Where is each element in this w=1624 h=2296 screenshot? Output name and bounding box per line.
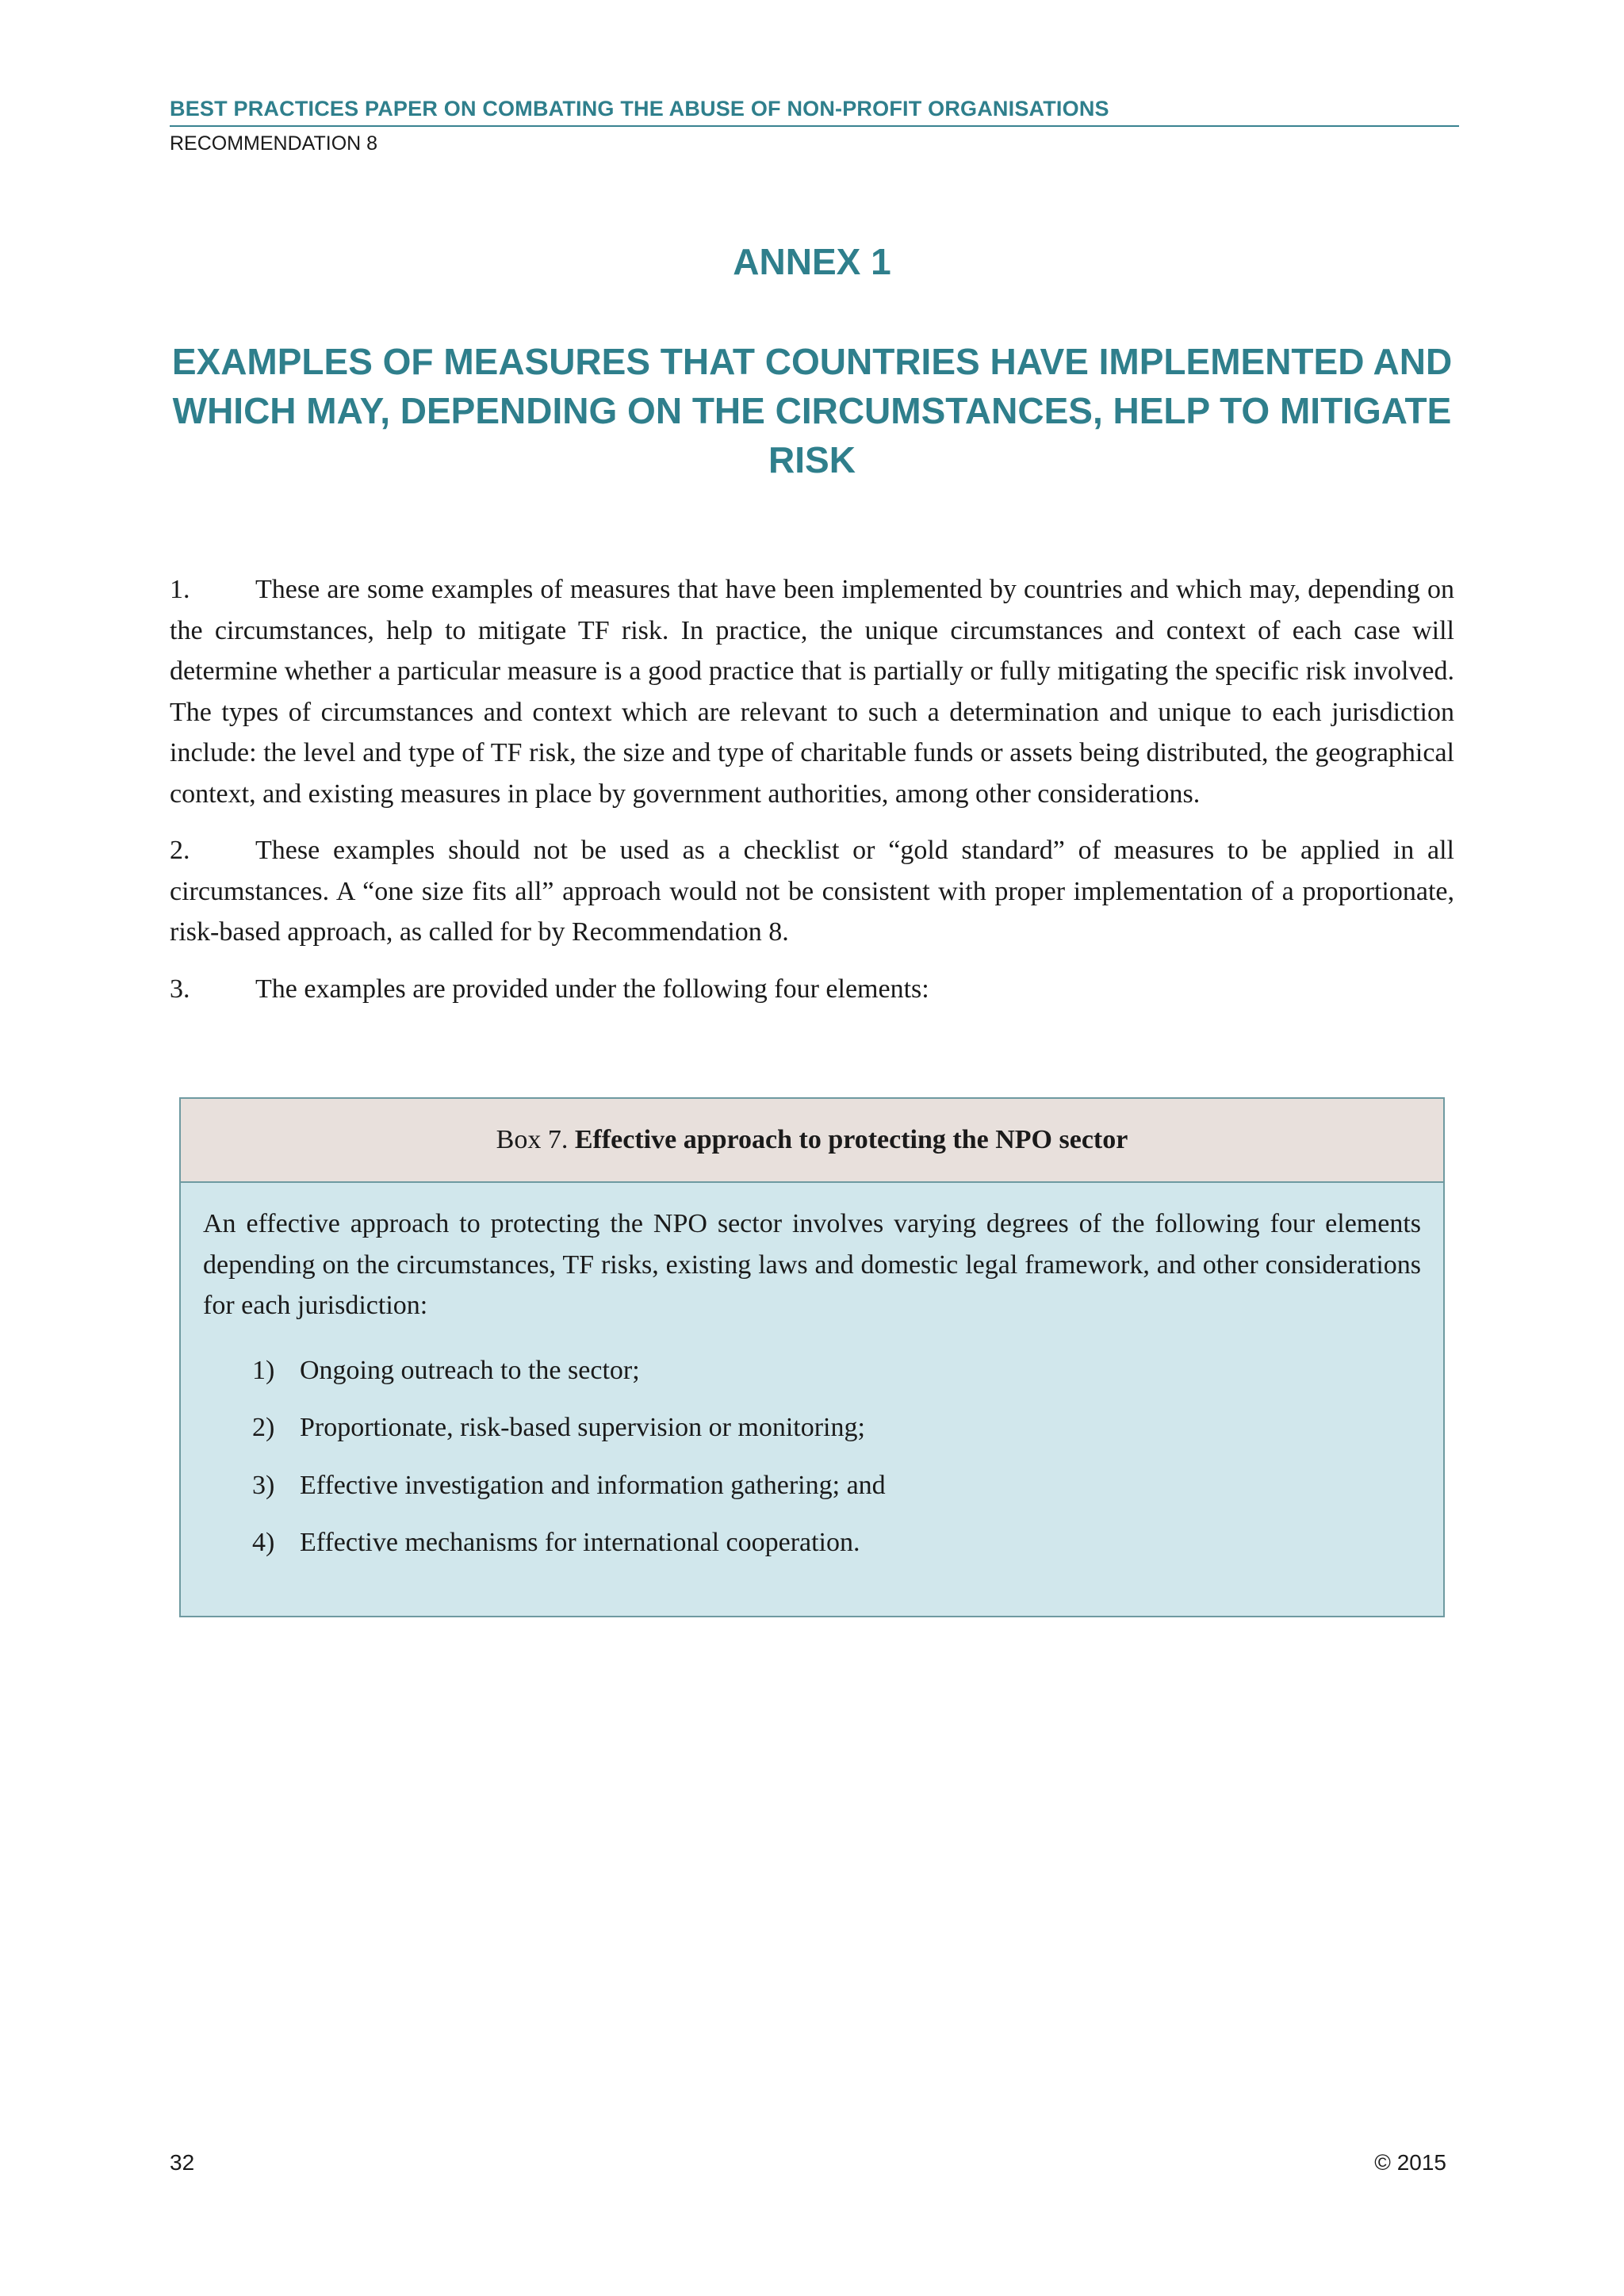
footer-page-number: 32 — [170, 2150, 195, 2175]
paragraph-number: 2. — [170, 836, 190, 865]
paragraph-text: These are some examples of measures that have been implemented by countries and which may, depending on the circumstances, help to mitigate TF risk. In practice, the unique circumstances and context of each case will determine whether a particular measure is a good practice that is partially or fully mitigating the specific risk involved. The types of circumstances and context which are relevant to such a determination and unique to each jurisdiction include: the level and type of TF risk, the size and type of charitable funds or assets being distributed, the geographical context, and existing measures in place by government authorities, among other considerations. — [170, 575, 1454, 809]
paragraph-number: 1. — [170, 575, 190, 604]
paragraph-3 — [170, 969, 1454, 1010]
list-item-number: 1) — [252, 1355, 275, 1385]
header-title: BEST PRACTICES PAPER ON COMBATING THE ABUSE OF NON-PROFIT ORGANISATIONS — [170, 94, 1459, 127]
paragraph-text: These examples should not be used as a checklist or “gold standard” of measures to be applied in all circumstances. A “one size fits all” approach would not be consistent with proper implementation of a proportionate, risk-based approach, as called for by Recommendation 8. — [170, 836, 1454, 947]
list-item — [252, 1522, 1421, 1563]
paragraph-number: 3. — [170, 974, 190, 1004]
box-body — [181, 1183, 1443, 1563]
box-title: Effective approach to protecting the NPO sector — [574, 1125, 1128, 1154]
list-item-text: Ongoing outreach to the sector; — [300, 1355, 640, 1385]
footer-copyright: © 2015 — [1374, 2150, 1446, 2175]
paragraph-1 — [170, 569, 1454, 814]
list-item — [252, 1465, 1421, 1506]
box-7 — [179, 1097, 1445, 1617]
list-item-text: Effective mechanisms for international cooperation. — [300, 1528, 860, 1557]
list-item — [252, 1407, 1421, 1448]
list-item-number: 4) — [252, 1528, 275, 1557]
annex-number: ANNEX 1 — [733, 241, 891, 282]
box-label: Box 7. — [496, 1125, 569, 1154]
box-header — [181, 1099, 1443, 1183]
list-item — [252, 1350, 1421, 1391]
list-item-text: Proportionate, risk-based supervision or monitoring; — [300, 1413, 865, 1442]
list-item-number: 2) — [252, 1413, 275, 1442]
body-text — [170, 569, 1454, 1025]
box-list — [203, 1350, 1421, 1563]
box-intro: An effective approach to protecting the NPO sector involves varying degrees of the following four elements depending on the circumstances, TF risks, existing laws and domestic legal framework, and other considerations for each jurisdiction: — [203, 1209, 1421, 1320]
running-header — [170, 94, 1459, 157]
paragraph-text: The examples are provided under the following four elements: — [255, 974, 929, 1004]
list-item-number: 3) — [252, 1470, 275, 1500]
paragraph-2 — [170, 830, 1454, 953]
list-item-text: Effective investigation and information gathering; and — [300, 1470, 886, 1500]
annex-title: EXAMPLES OF MEASURES THAT COUNTRIES HAVE IMPLEMENTED AND WHICH MAY, DEPENDING ON THE CIRCUMSTANCES, HELP TO MITIGATE RISK — [171, 341, 1453, 480]
header-subtitle: RECOMMENDATION 8 — [170, 132, 378, 155]
